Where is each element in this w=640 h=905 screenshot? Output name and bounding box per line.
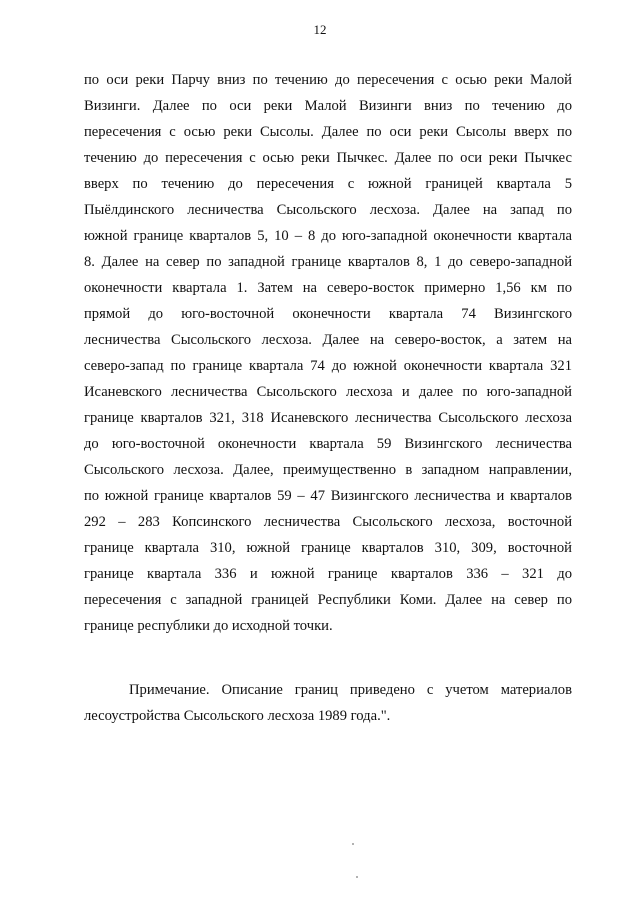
paragraph-line: до юго-восточной оконечности квартала 59 Визингского лесничества <box>84 436 572 452</box>
paragraph-line: оконечности квартала 1. Затем на северо-восток примерно 1,56 км по <box>84 280 572 296</box>
note-line: лесоустройства Сысольского лесхоза 1989 года.". <box>84 708 391 724</box>
page-number: 12 <box>313 22 327 37</box>
note-line: Примечание. Описание границ приведено с учетом материалов <box>129 682 572 698</box>
paragraph-line: лесничества Сысольского лесхоза. Далее на северо-восток, а затем на <box>84 332 572 348</box>
paragraph-line: южной границе кварталов 5, 10 – 8 до юго-западной оконечности квартала <box>84 228 572 244</box>
scan-speck <box>356 876 358 878</box>
note-paragraph <box>84 677 572 729</box>
paragraph-line: пересечения с западной границей Республики Коми. Далее на север по <box>84 592 572 608</box>
paragraph-line: границе квартала 310, южной границе кварталов 310, 309, восточной <box>84 540 572 556</box>
paragraph-line: Визинги. Далее по оси реки Малой Визинги вниз по течению до <box>84 98 572 114</box>
scan-speck <box>352 843 354 845</box>
paragraph-line: течению до пересечения с осью реки Пычкес. Далее по оси реки Пычкес <box>84 150 572 166</box>
paragraph-line: 8. Далее на север по западной границе кварталов 8, 1 до северо-западной <box>84 254 572 270</box>
paragraph-line: границе республики до исходной точки. <box>84 618 333 634</box>
paragraph-line: границе квартала 336 и южной границе кварталов 336 – 321 до <box>84 566 572 582</box>
paragraph-line: Исаневского лесничества Сысольского лесхоза и далее по юго-западной <box>84 384 572 400</box>
paragraph-line: пересечения с осью реки Сысолы. Далее по оси реки Сысолы вверх по <box>84 124 572 140</box>
paragraph-line: вверх по течению до пересечения с южной границей квартала 5 <box>84 176 572 192</box>
boundary-description-paragraph <box>84 67 572 639</box>
paragraph-line: по оси реки Парчу вниз по течению до пересечения с осью реки Малой <box>84 72 572 88</box>
paragraph-line: по южной границе кварталов 59 – 47 Визингского лесничества и кварталов <box>84 488 572 504</box>
paragraph-line: прямой до юго-восточной оконечности квартала 74 Визингского <box>84 306 572 322</box>
paragraph-line: Пыёлдинского лесничества Сысольского лесхоза. Далее на запад по <box>84 202 572 218</box>
paragraph-line: границе кварталов 321, 318 Исаневского лесничества Сысольского лесхоза <box>84 410 572 426</box>
paragraph-line: 292 – 283 Копсинского лесничества Сысольского лесхоза, восточной <box>84 514 572 530</box>
paragraph-line: северо-запад по границе квартала 74 до южной оконечности квартала 321 <box>84 358 572 374</box>
paragraph-line: Сысольского лесхоза. Далее, преимущественно в западном направлении, <box>84 462 572 478</box>
